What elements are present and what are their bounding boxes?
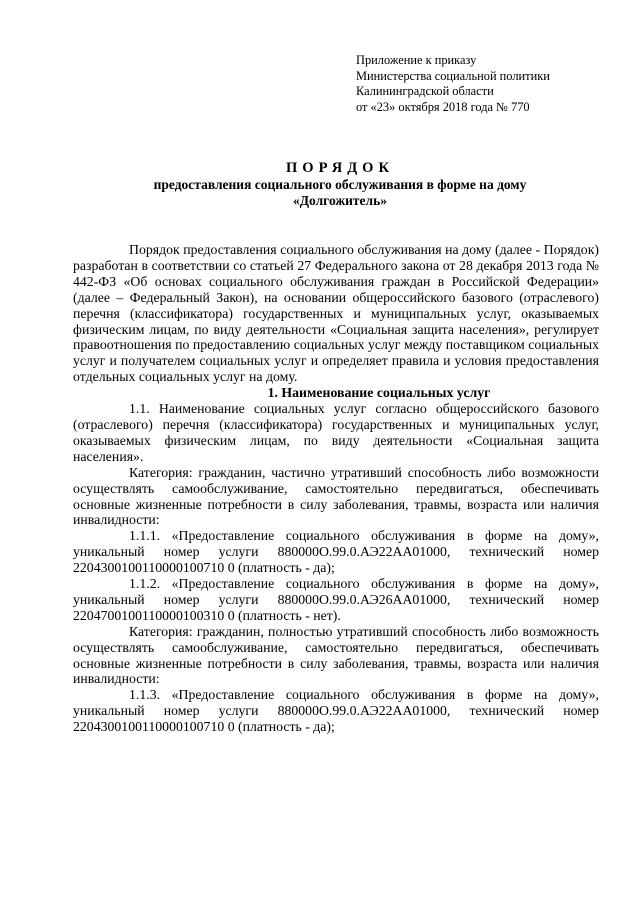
category-paragraph: Категория: гражданин, частично утративший способность либо возможности осуществлять самообслуживание, самостоятельно передвигаться, обеспечивать основные жизненные потребности в силу заболевания, травмы, возраста или наличия инвалидности:	[73, 464, 599, 528]
title-subtitle: предоставления социального обслуживания в форме на дому	[153, 177, 527, 192]
item-1-1-1: 1.1.1. «Предоставление социального обслуживания в форме на дому», уникальный номер услуги 880000О.99.0.АЭ22АА01000, технический номер 2204300100110000100710 0 (платность - да);	[73, 528, 599, 576]
appendix-line: Приложение к приказу	[356, 53, 477, 67]
item-1-1-3: 1.1.3. «Предоставление социального обслуживания в форме на дому», уникальный номер услуги 880000О.99.0.АЭ22АА01000, технический номер 2204300100110000100710 0 (платность - да);	[73, 687, 599, 735]
title-main: ПОРЯДОК	[286, 160, 394, 176]
appendix-note	[356, 53, 550, 115]
paragraph-1-1: 1.1. Наименование социальных услуг согласно общероссийского базового (отраслевого) перечня (классификатора) государственных и муниципальных услуг, оказываемых физическим лицам, по виду деятельности «Социальная защита населения».	[73, 401, 599, 464]
category-paragraph: Категория: гражданин, полностью утративший способность либо возможность осуществлять самообслуживание, самостоятельно передвигаться, обеспечивать основные жизненные потребности в силу заболевания, травмы, возраста или наличия инвалидности:	[73, 623, 599, 687]
appendix-line: Калининградской области	[356, 84, 494, 99]
title-subtitle-name: «Долгожитель»	[292, 192, 388, 208]
appendix-line: Министерства социальной политики	[356, 68, 550, 83]
document-title	[60, 159, 620, 208]
document-body	[73, 242, 599, 735]
appendix-line: от «23» октября 2018 года № 770	[356, 99, 530, 114]
item-1-1-2: 1.1.2. «Предоставление социального обслуживания в форме на дому», уникальный номер услуги 880000О.99.0.АЭ26АА01000, технический номер 2204700100110000100310 0 (платность - нет).	[73, 576, 599, 623]
intro-paragraph: Порядок предоставления социального обслуживания на дому (далее - Порядок) разработан в соответствии со статьей 27 Федерального закона от 28 декабря 2013 года № 442-ФЗ «Об основах социального обслуживания граждан в Российской Федерации» (далее – Федеральный Закон), на основании общероссийского базового (отраслевого) перечня (классификатора) государственных и муниципальных услуг, оказываемых физическим лицам, по виду деятельности «Социальная защита населения», регулирует правоотношения по предоставлению социальных услуг между поставщиком социальных услуг и получателем социальных услуг и определяет правила и условия предоставления отдельных социальных услуг на дому.	[73, 242, 599, 385]
section-heading: 1. Наименование социальных услуг	[267, 385, 491, 401]
